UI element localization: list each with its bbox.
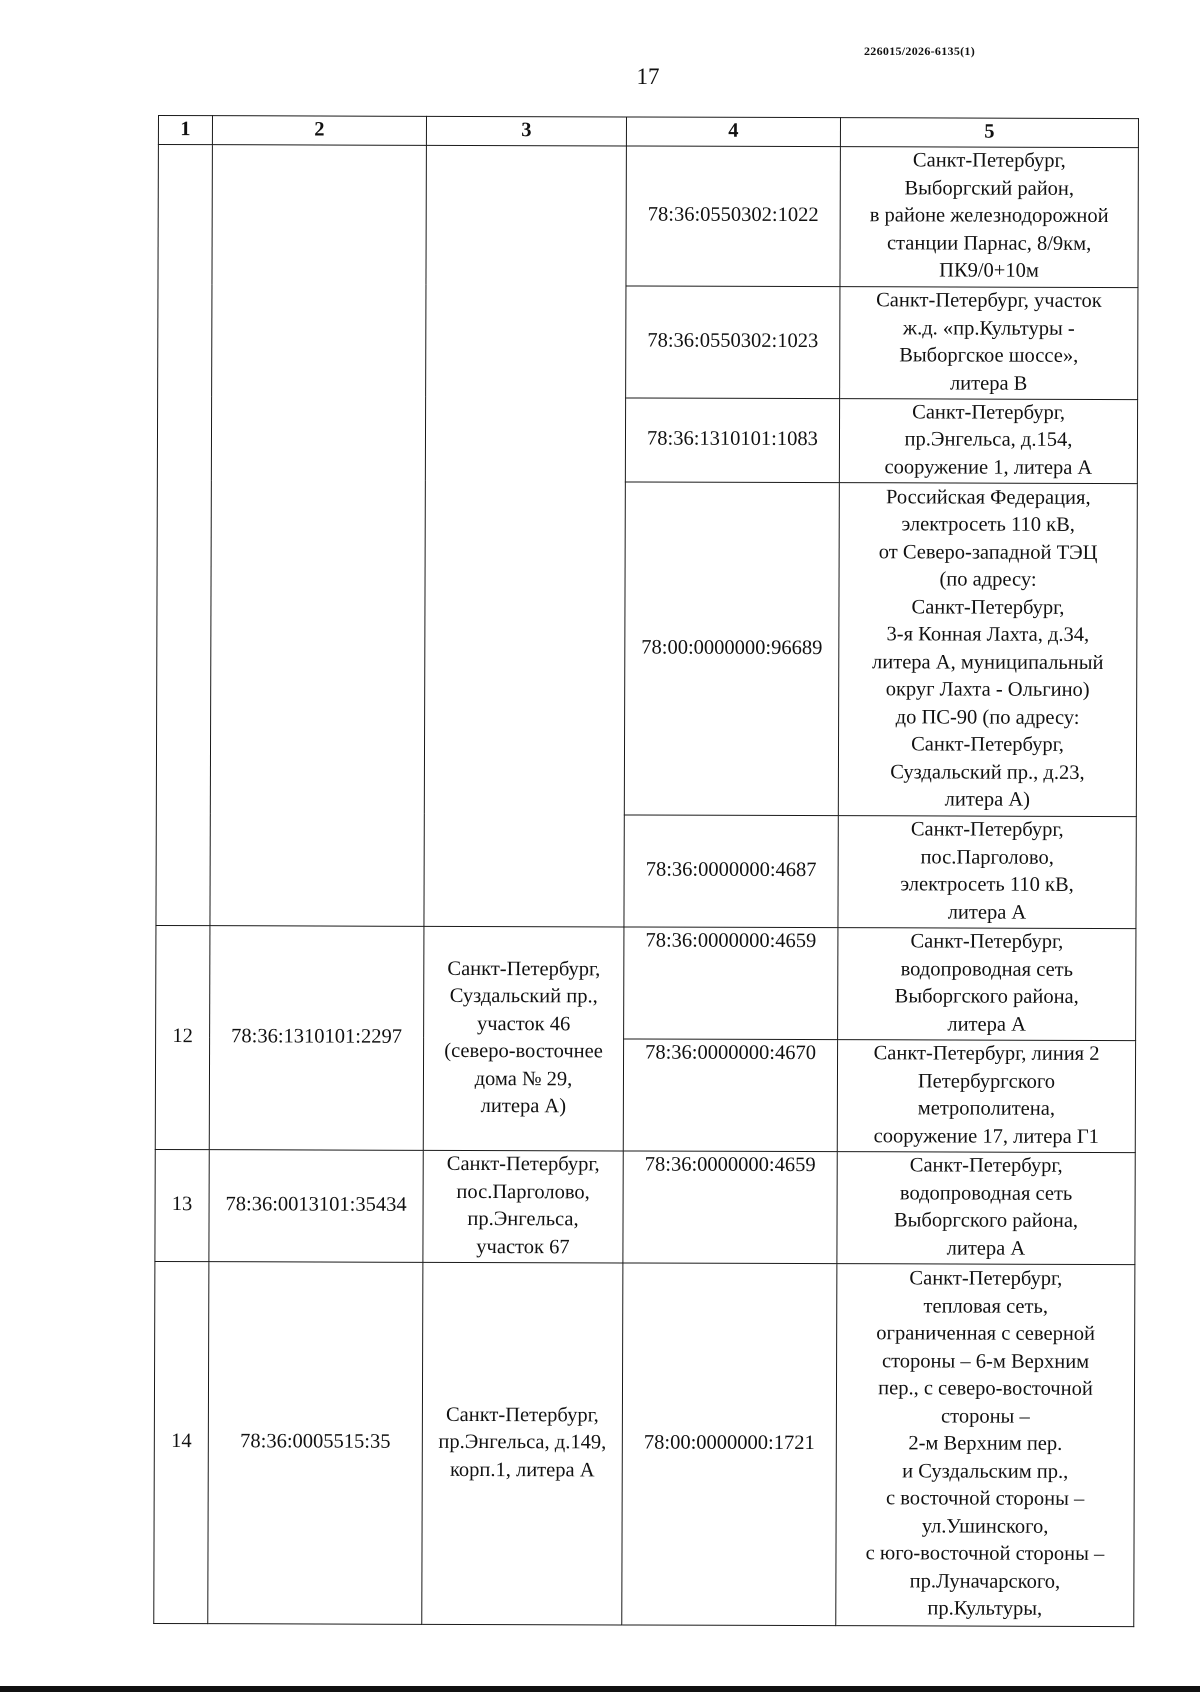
object-cadastral-number: 78:36:0550302:1022 <box>626 145 840 286</box>
row-number-cell <box>156 144 212 925</box>
table-header-row <box>158 116 1138 148</box>
parcel-cadastral-cell <box>210 144 426 926</box>
object-cadastral-number: 78:00:0000000:1721 <box>622 1262 837 1625</box>
column-header: 5 <box>840 118 1138 147</box>
object-cadastral-number: 78:36:0550302:1023 <box>626 285 840 398</box>
column-header: 1 <box>158 116 212 145</box>
parcel-address-cell <box>424 145 626 927</box>
page-number: 17 <box>636 64 660 89</box>
table-row <box>154 1261 1135 1626</box>
parcel-cadastral-number: 78:36:0013101:35434 <box>209 1149 423 1262</box>
object-cadastral-number: 78:36:1310101:1083 <box>625 397 839 482</box>
objects-table <box>153 115 1139 1627</box>
table-row <box>155 1149 1135 1264</box>
object-address: Санкт-Петербург, участок ж.д. «пр.Культуры - Выборгское шоссе», литера В <box>840 286 1138 399</box>
table-row <box>156 925 1136 1040</box>
row-number: 12 <box>155 925 210 1149</box>
object-address: Санкт-Петербург, пос.Парголово, электросеть 110 кВ, литера А <box>838 815 1136 928</box>
row-number: 14 <box>154 1261 209 1623</box>
column-header: 2 <box>212 116 426 145</box>
object-cadastral-number: 78:00:0000000:96689 <box>624 481 839 815</box>
object-address: Российская Федерация, электросеть 110 кВ, от Северо-западной ТЭЦ (по адресу: Санкт-Петербург, 3-я Конная Лахта, д.34, литера А, муниципальный округ Лахта - Ольгино) до ПС-90 (по адресу: Санкт-Петербург, Суздальский пр., д.23, литера А) <box>838 482 1137 816</box>
object-address: Санкт-Петербург, тепловая сеть, ограниченная с северной стороны – 6-м Верхним пер., с северо-восточной стороны – 2-м Верхним пер. и Суздальским пр., с восточной стороны – ул.Ушинского, с юго-восточной стороны – пр.Луначарского, пр.Культуры, <box>836 1263 1135 1626</box>
object-address: Санкт-Петербург, Выборгский район, в районе железнодорожной станции Парнас, 8/9км, ПК9/0+10м <box>840 146 1138 287</box>
table-row <box>158 144 1138 287</box>
parcel-address: Санкт-Петербург, пос.Парголово, пр.Энгельса, участок 67 <box>423 1150 623 1263</box>
parcel-cadastral-number: 78:36:0005515:35 <box>208 1261 423 1624</box>
object-cadastral-number: 78:36:0000000:4659 <box>624 926 838 1039</box>
object-address: Санкт-Петербург, водопроводная сеть Выборгского района, литера А <box>838 927 1136 1040</box>
scan-bottom-edge <box>0 1686 1200 1692</box>
document-registration-number: 226015/2026-6135(1) <box>864 44 976 58</box>
object-address: Санкт-Петербург, пр.Энгельса, д.154, сооружение 1, литера А <box>839 398 1137 483</box>
object-cadastral-number: 78:36:0000000:4670 <box>623 1038 837 1151</box>
parcel-address: Санкт-Петербург, Суздальский пр., участок 46 (северо-восточнее дома № 29, литера А) <box>423 926 624 1151</box>
column-header: 4 <box>626 117 840 146</box>
object-cadastral-number: 78:36:0000000:4659 <box>623 1150 837 1263</box>
object-address: Санкт-Петербург, водопроводная сеть Выборгского района, литера А <box>837 1151 1135 1264</box>
parcel-address: Санкт-Петербург, пр.Энгельса, д.149, корп.1, литера А <box>422 1262 623 1625</box>
row-number: 13 <box>155 1149 209 1261</box>
object-address: Санкт-Петербург, линия 2 Петербургского метрополитена, сооружение 17, литера Г1 <box>837 1039 1135 1152</box>
column-header: 3 <box>426 116 626 145</box>
parcel-cadastral-number: 78:36:1310101:2297 <box>209 925 424 1150</box>
object-cadastral-number: 78:36:0000000:4687 <box>624 814 838 927</box>
